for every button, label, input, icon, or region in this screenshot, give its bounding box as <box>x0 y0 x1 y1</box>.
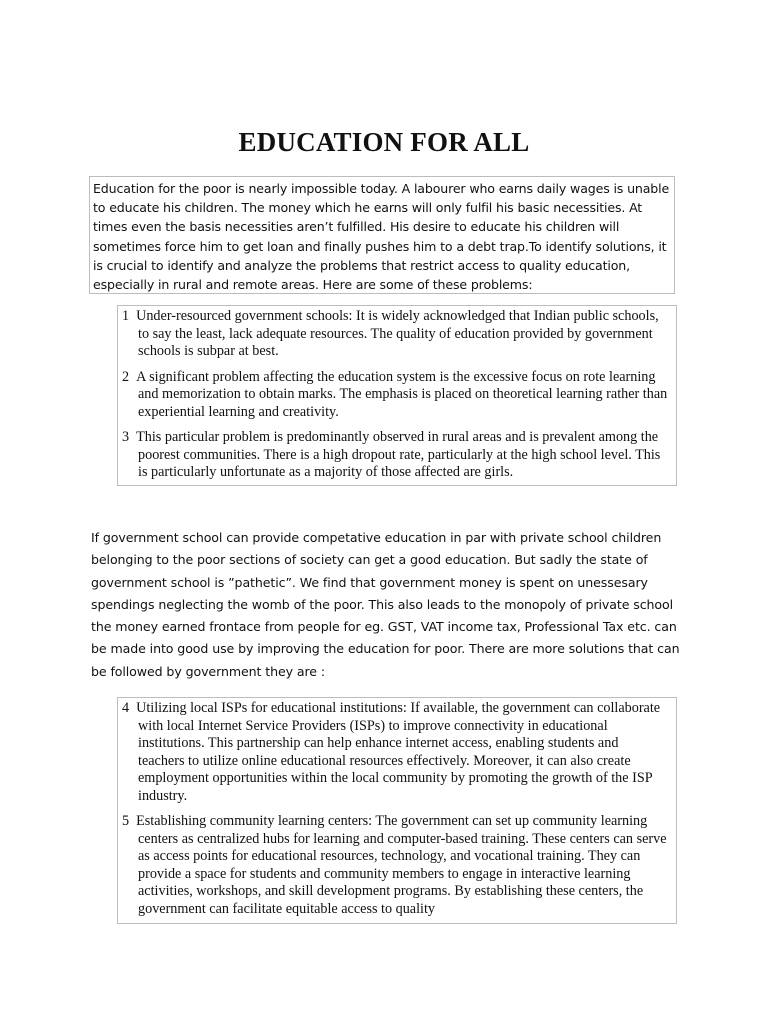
list-item-text: Utilizing local ISPs for educational institutions: If available, the government can collaborate with local Internet Service Providers (ISPs) to improve connectivity in educational institutions. This partnership can help enhance internet access, enabling students and teachers to utilize online educational resources effectively. Moreover, it can also create employment opportunities within the local community by promoting the growth of the ISP industry. <box>136 700 661 804</box>
list-item-solution-4 <box>120 700 668 805</box>
list-item-text: Under-resourced government schools: It is widely acknowledged that Indian public schools, to say the least, lack adequate resources. The quality of education provided by government schools is subpar at best. <box>136 308 659 359</box>
list-number: 2 <box>122 368 130 385</box>
list-number: 3 <box>122 429 130 445</box>
list-number: 1 <box>122 308 130 324</box>
list-item-text: Establishing community learning centers: The government can set up community learning centers as centralized hubs for learning and computer-based training. These centers can serve as access points for educational resources, technology, and vocational training. They can provide a space for students and community members to engage in interactive learning activities, workshops, and skill development programs. By establishing these centers, the government can facilitate equitable access to quality <box>136 813 667 917</box>
list-item-text: This particular problem is predominantly observed in rural areas and is prevalent among the poorest communities. There is a high dropout rate, particularly at the high school level. This is particularly unfortunate as a majority of those affected are girls. <box>136 429 661 480</box>
body-paragraph: If government school can provide competative education in par with private school children belonging to the poor sections of society can get a good education. But sadly the state of government school is ”pathetic”. We find that government money is spent on unessesary spendings neglecting the womb of the poor. This also leads to the monopoly of private school the money earned frontace from people for eg. GST, VAT income tax, Professional Tax etc. can be made into good use by improving the education for poor. There are more solutions that can be followed by government they are : <box>91 530 680 679</box>
list-item-problem-1 <box>120 308 668 361</box>
list-item-problem-2 <box>120 369 668 422</box>
problems-list <box>117 305 677 486</box>
list-item-solution-5 <box>120 813 668 918</box>
solutions-list <box>117 697 677 924</box>
list-number: 4 <box>122 700 130 716</box>
intro-text-box: Education for the poor is nearly impossible today. A labourer who earns daily wages is unable to educate his children. The money which he earns will only fulfil his basic necessities. At times even the basis necessities aren’t fulfilled. His desire to educate his children will sometimes force him to get loan and finally pushes him to a debt trap.To identify solutions, it is crucial to identify and analyze the problems that restrict access to quality education, especially in rural and remote areas. Here are some of these problems: <box>89 176 675 294</box>
list-number: 5 <box>122 813 130 829</box>
list-item-text: A significant problem affecting the education system is the excessive focus on rote learning and memorization to obtain marks. The emphasis is placed on theoretical learning rather than experiential learning and creativity. <box>136 368 668 420</box>
list-item-problem-3 <box>120 429 668 482</box>
page-title: EDUCATION FOR ALL <box>238 127 530 157</box>
